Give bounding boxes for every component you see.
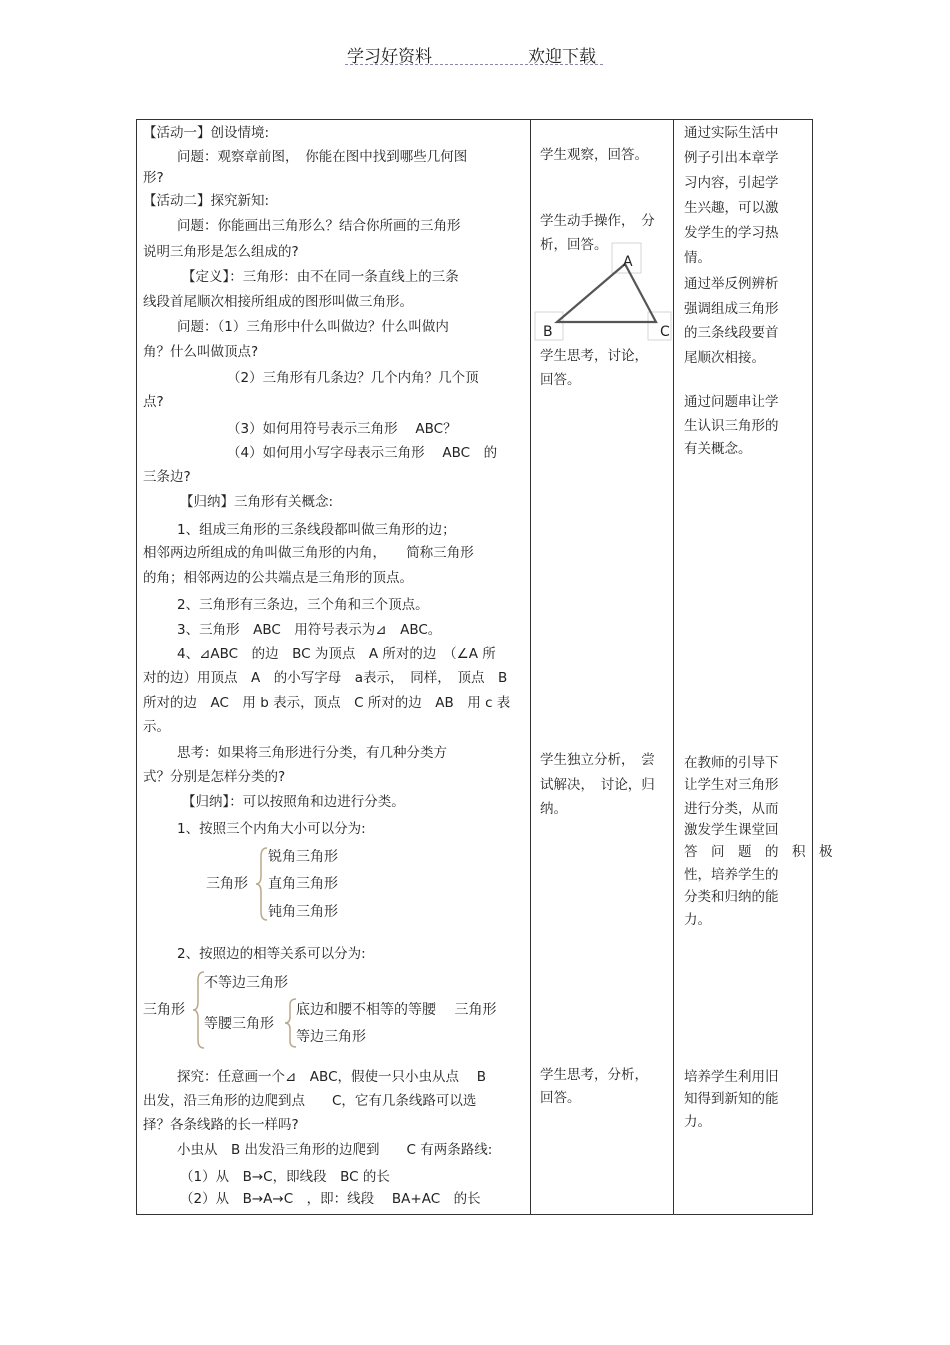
left-line: 1、组成三角形的三条线段都叫做三角形的边； <box>177 522 456 538</box>
middle-line: 回答。 <box>540 1090 581 1106</box>
left-line: 【活动二】探究新知: <box>143 193 270 209</box>
right-line: 性，培养学生的 <box>684 867 779 883</box>
left-line: 2、三角形有三条边，三个角和三个顶点。 <box>177 597 429 613</box>
left-line: （4）如何用小写字母表示三角形 ABC 的 <box>227 445 498 461</box>
left-line: 【活动一】创设情境: <box>143 125 270 141</box>
middle-line: 析，回答。 <box>540 237 608 253</box>
angle-class-root: 三角形 <box>206 876 248 892</box>
left-line: 思考：如果将三角形进行分类，有几种分类方 <box>177 745 447 761</box>
left-line: 问题：观察章前图， 你能在图中找到哪些几何图 <box>177 149 468 165</box>
left-line: （1）从 B→C，即线段 BC 的长 <box>180 1169 390 1185</box>
left-line: 角？什么叫做顶点? <box>143 344 259 360</box>
left-line: 1、按照三个内角大小可以分为: <box>177 821 366 837</box>
left-line: 三条边? <box>143 469 191 485</box>
left-line: 示。 <box>143 719 170 735</box>
left-line: 择？各条线路的长一样吗? <box>143 1117 299 1133</box>
left-line: 形? <box>143 170 164 186</box>
left-line: 问题：你能画出三角形么？结合你所画的三角形 <box>177 218 461 234</box>
middle-line: 学生思考，分析， <box>540 1067 648 1083</box>
right-line: 通过实际生活中 <box>684 125 779 141</box>
right-line: 例子引出本章学 <box>684 150 779 166</box>
right-line: 强调组成三角形 <box>684 301 779 317</box>
right-line: 情。 <box>684 250 711 266</box>
right-line: 力。 <box>684 912 711 928</box>
right-line: 培养学生利用旧 <box>684 1069 779 1085</box>
left-line: 小虫从 B 出发沿三角形的边爬到 C 有两条路线: <box>177 1142 493 1158</box>
isosceles-item: 底边和腰不相等的等腰 三角形 <box>296 1002 497 1018</box>
right-line: 生兴趣，可以激 <box>684 200 779 216</box>
right-line: 分类和归纳的能 <box>684 889 779 905</box>
right-line: 知得到新知的能 <box>684 1091 779 1107</box>
column-divider-1 <box>530 119 531 1215</box>
left-line: 所对的边 AC 用 b 表示，顶点 C 所对的边 AB 用 c 表 <box>143 695 511 711</box>
left-line: 相邻两边所组成的角叫做三角形的内角， 简称三角形 <box>143 545 474 561</box>
right-line: 让学生对三角形 <box>684 777 779 793</box>
right-line: 通过问题串让学 <box>684 394 779 410</box>
middle-line: 学生思考，讨论， <box>540 348 648 364</box>
side-class-root: 三角形 <box>143 1002 185 1018</box>
side-class-scalene: 不等边三角形 <box>204 975 288 991</box>
angle-brace-icon <box>255 846 269 922</box>
left-line: 线段首尾顺次相接所组成的图形叫做三角形。 <box>143 294 413 310</box>
middle-line: 试解决， 讨论，归 <box>540 777 655 793</box>
right-line: 通过举反例辨析 <box>684 276 779 292</box>
left-line: 3、三角形 ABC 用符号表示为⊿ ABC。 <box>177 622 442 638</box>
left-line: 式？分别是怎样分类的? <box>143 769 286 785</box>
left-line: 说明三角形是怎么组成的? <box>143 244 299 260</box>
angle-class-item: 直角三角形 <box>268 876 338 892</box>
header-right-text: 欢迎下载 <box>528 47 596 67</box>
left-line: （2）从 B→A→C ，即：线段 BA+AC 的长 <box>180 1191 481 1207</box>
left-line: 点? <box>143 394 164 410</box>
vertex-label-a: A <box>623 254 633 270</box>
left-line: 【归纳】：可以按照角和边进行分类。 <box>182 794 405 810</box>
right-line: 有关概念。 <box>684 441 752 457</box>
left-line: 2、按照边的相等关系可以分为: <box>177 946 366 962</box>
right-line: 力。 <box>684 1114 711 1130</box>
angle-class-item: 锐角三角形 <box>268 849 338 865</box>
middle-line: 回答。 <box>540 372 581 388</box>
middle-line: 学生动手操作， 分 <box>540 213 655 229</box>
right-line: 的三条线段要首 <box>684 325 779 341</box>
left-line: 4、⊿ABC 的边 BC 为顶点 A 所对的边 （∠A 所 <box>177 646 496 662</box>
right-line: 尾顺次相接。 <box>684 350 765 366</box>
left-line: 出发，沿三角形的边爬到点 C，它有几条线路可以选 <box>143 1093 477 1109</box>
vertex-label-c: C <box>660 324 670 340</box>
right-line: 习内容，引起学 <box>684 175 779 191</box>
side-class-isosceles: 等腰三角形 <box>204 1016 274 1032</box>
left-line: 【定义】：三角形：由不在同一条直线上的三条 <box>182 269 459 285</box>
right-line: 生认识三角形的 <box>684 418 779 434</box>
triangle-figure <box>532 240 672 345</box>
column-divider-2 <box>673 119 674 1215</box>
middle-line: 学生独立分析， 尝 <box>540 752 655 768</box>
middle-line: 纳。 <box>540 801 567 817</box>
header-left-text: 学习好资料 <box>347 47 432 67</box>
angle-class-item: 钝角三角形 <box>268 904 338 920</box>
right-line: 在教师的引导下 <box>684 755 779 771</box>
left-line: （3）如何用符号表示三角形 ABC？ <box>227 421 457 437</box>
isosceles-item: 等边三角形 <box>296 1029 366 1045</box>
right-line: 发学生的学习热 <box>684 225 779 241</box>
left-line: 对的边）用顶点 A 的小写字母 a表示， 同样， 顶点 B <box>143 670 508 686</box>
header-dashed-underline <box>345 64 603 65</box>
right-line: 进行分类，从而 <box>684 801 779 817</box>
right-line: 答 问 题 的 积 极 <box>684 844 833 860</box>
vertex-label-b: B <box>543 324 553 340</box>
left-line: 问题：（1）三角形中什么叫做边？什么叫做内 <box>177 319 449 335</box>
right-line: 激发学生课堂回 <box>684 822 779 838</box>
left-line: 【归纳】三角形有关概念: <box>180 494 334 510</box>
middle-line: 学生观察，回答。 <box>540 147 648 163</box>
left-line: 探究：任意画一个⊿ ABC，假使一只小虫从点 B <box>177 1069 487 1085</box>
left-line: 的角；相邻两边的公共端点是三角形的顶点。 <box>143 570 413 586</box>
left-line: （2）三角形有几条边？几个内角？几个顶 <box>227 370 479 386</box>
